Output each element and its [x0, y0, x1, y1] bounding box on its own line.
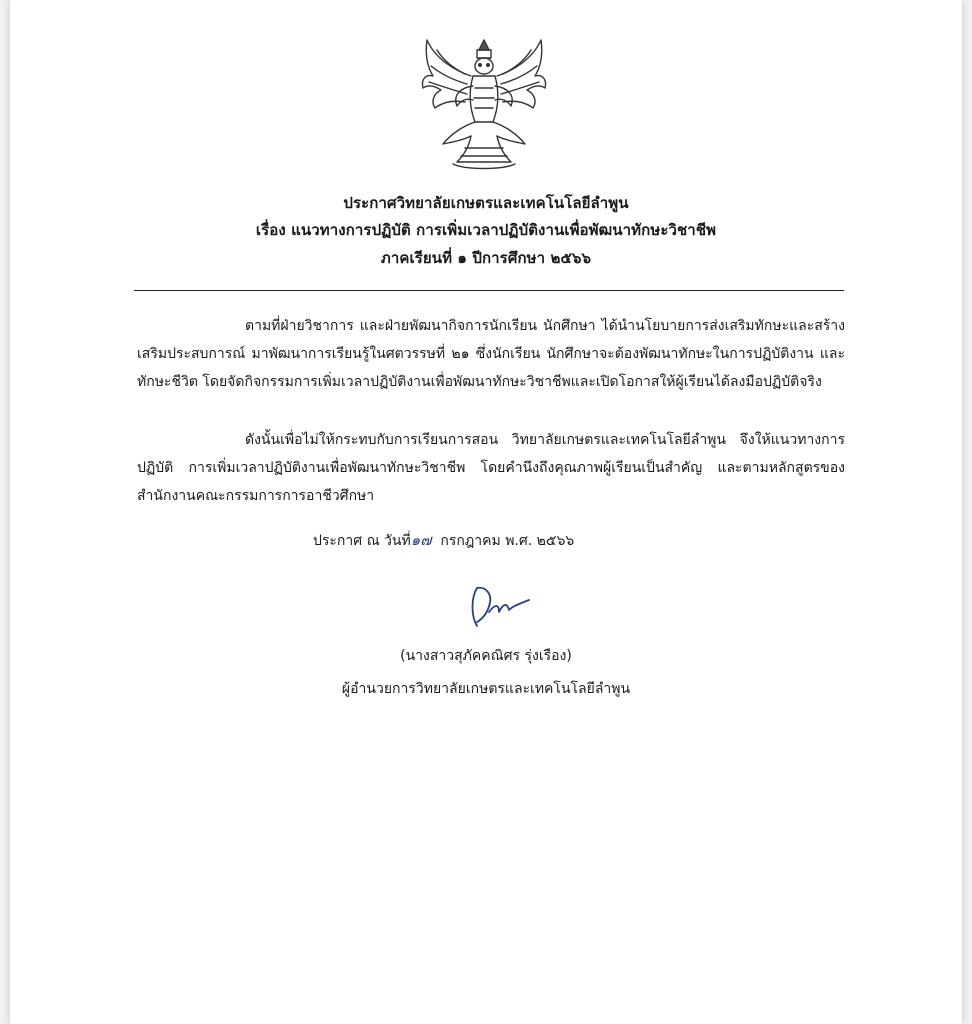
header-divider	[134, 290, 844, 291]
body-paragraph-1: ตามที่ฝ่ายวิชาการ และฝ่ายพัฒนากิจการนักเรียน นักศึกษา ได้นำนโยบายการส่งเสริมทักษะและสร้างเสริมประสบการณ์ มาพัฒนาการเรียนรู้ในศตวรรษที่ ๒๑ ซึ่งนักเรียน นักศึกษาจะต้องพัฒนาทักษะในการปฏิบัติงาน และทักษะชีวิต โดยจัดกิจกรรมการเพิ่มเวลาปฏิบัติงานเพื่อพัฒนาทักษะวิชาชีพและเปิดโอกาสให้ผู้เรียนได้ลงมือปฏิบัติจริง	[137, 318, 845, 390]
signature-mark	[463, 582, 543, 630]
announcement-title: ประกาศวิทยาลัยเกษตรและเทคโนโลยีลำพูน	[343, 194, 629, 212]
announcement-semester: ภาคเรียนที่ ๑ ปีการศึกษา ๒๕๖๖	[380, 249, 592, 267]
signer-name: (นางสาวสุภัคคณิศร รุ่งเรือง)	[400, 648, 572, 664]
announcement-subject: เรื่อง แนวทางการปฏิบัติ การเพิ่มเวลาปฏิบัติงานเพื่อพัฒนาทักษะวิชาชีพ	[255, 221, 717, 239]
body-paragraph-2: ดังนั้นเพื่อไม่ให้กระทบกับการเรียนการสอน วิทยาลัยเกษตรและเทคโนโลยีลำพูน จึงให้แนวทางการปฏิบัติ การเพิ่มเวลาปฏิบัติงานเพื่อพัฒนาทักษะวิชาชีพ โดยคำนึงถึงคุณภาพผู้เรียนเป็นสำคัญ และตามหลักสูตรของสำนักงานคณะกรรมการการอาชีวศึกษา	[137, 432, 845, 504]
signer-position: ผู้อำนวยการวิทยาลัยเกษตรและเทคโนโลยีลำพูน	[341, 681, 631, 697]
announcement-date	[313, 528, 574, 552]
date-month-year: กรกฎาคม พ.ศ. ๒๕๖๖	[440, 533, 575, 549]
date-day-handwritten: ๑๗	[410, 531, 432, 549]
garuda-emblem-icon	[413, 36, 555, 172]
date-prefix: ประกาศ ณ วันที่	[313, 533, 411, 549]
